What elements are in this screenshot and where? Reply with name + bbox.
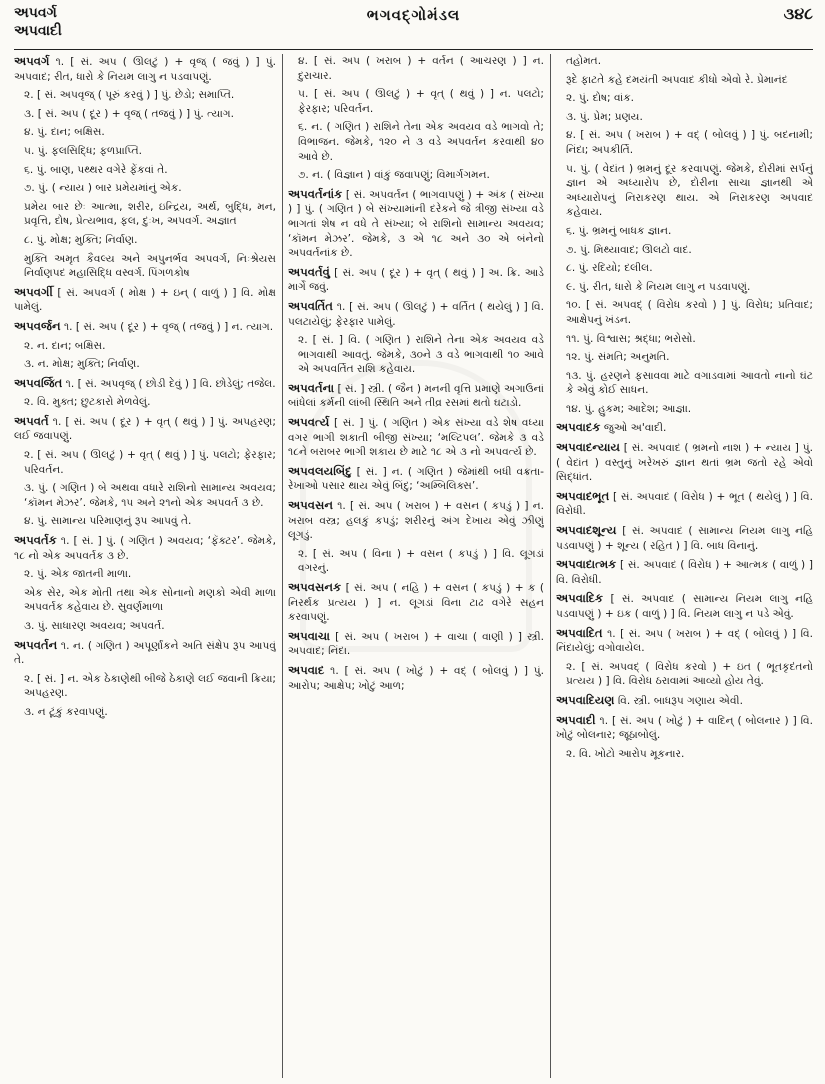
entry-sense: [14, 107, 276, 122]
entry-text: ૮. પું. મોક્ષ; મુક્તિ; નિર્વાણ.: [24, 233, 138, 246]
entry-text: [ સં. અપવાદ ( ભ્રમનો નાશ ) + ન્યાય ] પું. ( વેદાંત ) વસ્તુનું ખરેખરું જ્ઞાન થતાં ભ્રમ જતો રહે એવો સિદ્ધાંત.: [556, 442, 813, 484]
entry-text: ૭. પું. મિથ્યાવાદ; ઊલટો વાદ.: [566, 243, 692, 256]
entry-text: ૭. પું. ( ન્યાય ) બાર પ્રમેયમાંનું એક.: [24, 182, 182, 195]
dictionary-entry: [288, 187, 544, 261]
column-divider: [550, 54, 551, 1078]
entry-sense: [14, 125, 276, 140]
entry-sense: [556, 332, 813, 347]
dictionary-entry: [556, 440, 813, 485]
entry-text: ૪. પું. સામાન્ય પરિમાણનું રૂપ આપવું તે.: [24, 515, 192, 528]
entry-sense: [14, 395, 276, 410]
column-divider: [282, 54, 283, 1078]
entry-text: ૧. [ સં. અપ ( ખરાબ ) + વદ્ ( બોલવું ) ] વિ. નિંદાયેલું; વગોવાયેલ.: [556, 627, 813, 655]
entry-sense: [556, 747, 813, 762]
headword: અપવર્તિત: [288, 298, 333, 313]
dictionary-entry: [288, 498, 544, 543]
entry-sense: [14, 233, 276, 248]
dictionary-entry: [288, 299, 544, 329]
page-header: [14, 4, 813, 48]
dictionary-entry: [556, 489, 813, 519]
entry-text: ૭. ન. ( વિજ્ઞાન ) વાંકું જવાપણું; વિમાર્ગગમન.: [298, 169, 490, 182]
column-3: [556, 54, 813, 1080]
entry-text: ૧. [ સં. અપ ( દૂર ) + વૃત્ ( થવું ) ] પું. અપહરણ; લઈ જવાપણું.: [14, 415, 276, 443]
headword: અપવાદી: [556, 712, 596, 727]
entry-text: [ સં. ] ન. ( ગણિત ) જેમાંથી બધી વક્રતા-રેખાઓ પસાર થાય એવું બિંદુ; ‘અમ્બિલિક્સ’.: [288, 465, 544, 493]
entry-sense: [14, 481, 276, 510]
entry-sense: [14, 705, 276, 720]
entry-sense: [556, 54, 813, 69]
entry-text: [ સં. અપવાદ ( સામાન્ય નિયમ લાગુ નહિ પડવાપણું ) + ઇક ( વાળું ) ] વિ. નિયમ લાગુ ન પડે એવું.: [556, 593, 813, 620]
entry-text: [ સં. અપવાદ ( વિરોધ ) + આત્મક ( વાળું ) ] વિ. વિરોધી.: [556, 559, 813, 586]
headword: અપવાદાત્મક: [556, 557, 617, 572]
entry-sense: [556, 224, 813, 239]
entry-text: ૨. વિ. મુક્ત; છુટકારો મેળવેલું.: [24, 396, 151, 409]
entry-text: [ સં. ] સ્ત્રી. ( જૈન ) મનની વૃત્તિ પ્રમાણે અગાઉનાં બાંધેલાં કર્મની લાંબી સ્થિતિ અને તીવ્ર રસમાં થતો ઘટાડો.: [288, 382, 544, 410]
headword: અપવર્ગી: [14, 284, 53, 299]
entry-text: ૧. [ સં. અપ ( ખોટું ) + વાદિન્ ( બોલનાર ) ] વિ. ખોટું બોલનાર; જૂઠાબોલું.: [556, 714, 813, 742]
entry-text: ૫. [ સં. અપ ( ઊલટું ) + વૃત્ ( થવું ) ] ન. પલટો; ફેરફાર; પરિવર્તન.: [298, 88, 544, 115]
dictionary-entry: [288, 580, 544, 625]
dictionary-entry: [556, 523, 813, 553]
entry-text: ૧૩. પું. હરણને ફસાવવા માટે વગાડવામાં આવતો નાનો ઘંટ કે એવું કોઈ સાધન.: [566, 369, 813, 397]
headword: અપવસન: [288, 498, 334, 513]
headword: અપવલયબિંદુ: [288, 463, 352, 478]
column-1: [14, 54, 276, 1080]
headword: અપવાદ: [288, 662, 325, 677]
entry-sense: [14, 514, 276, 529]
entry-sense: [14, 252, 276, 281]
entry-sense: [556, 660, 813, 689]
header-rule: [14, 49, 813, 50]
dictionary-entry: [556, 420, 813, 436]
entry-text: ૧. ન. ( ગણિત ) અપૂર્ણાંકને અતિ સંક્ષેપ રૂપ આપવું તે.: [14, 639, 276, 667]
entry-sense: [14, 448, 276, 477]
entry-text: વિ. સ્ત્રી. બાધરૂપ ગણાય એવી.: [617, 694, 743, 707]
headword: અપવર્જિત: [14, 375, 63, 390]
entry-text: ૨. [ સં. અપવદ્ ( વિરોધ કરવો ) + ઇત ( ભૂતકૃદંતનો પ્રત્યય ) ] વિ. વિરોધ ઠરાવામાં આવ્યો હોય તેવું.: [566, 660, 813, 688]
entry-text: ૧. [ સં. અપવૃજ્ ( છોડી દેવું ) ] વિ. છોડેલું; તજેલ.: [65, 377, 276, 390]
dictionary-entry: [288, 464, 544, 494]
entry-sense: [556, 243, 813, 258]
dictionary-entry: [288, 381, 544, 411]
entry-text: ૪. [ સં. અપ ( ખરાબ ) + વર્તન ( આચરણ ) ] ન. દુરાચાર.: [298, 55, 544, 82]
entry-text: ૫. પું. ( વેદાંત ) ભ્રમનું દૂર કરવાપણું. જેમકે, દોરીમાં સર્પનું જ્ઞાન એ અધ્યારોપ છે, દોરીના સાચા જ્ઞાનથી એ અધ્યારોપનું નિરાકરણ થાય. એ નિરાકરણ અપવાદ કહેવાય.: [566, 162, 813, 219]
entry-sense: [288, 120, 544, 164]
entry-sense: [556, 402, 813, 417]
entry-text: ૨. [ સં. ] વિ. ( ગણિત ) રાશિને તેના એક અવયવ વડે ભાગવાથી આવતું. જેમકે, ૩૦ને ૩ વડે ભાગવાથી ૧૦ આવે એ અપવર્તિત રાશિ કહેવાય.: [298, 334, 544, 376]
headword: અપવર્ત: [14, 413, 49, 428]
dictionary-entry: [14, 376, 276, 392]
entry-sense: [14, 619, 276, 634]
headword: અપવાદિત: [556, 625, 603, 640]
page-title: ભગવદ્ગોમંડલ: [366, 6, 461, 24]
dictionary-entry: [556, 626, 813, 656]
headword: અપવર્તવું: [288, 264, 330, 279]
dictionary-entry: [556, 557, 813, 587]
entry-text: [ સં. અપ ( ખરાબ ) + વાચા ( વાણી ) ] સ્ત્રી. અપવાદ; નિંદા.: [288, 630, 544, 658]
entry-text: ૩. પું. ( ગણિત ) બે અથવા વધારે રાશિનો સામાન્ય અવયવ; ‘કૉમન મેઝર’. જેમકે, ૧૫ અને ૨૧નો એક અપવર્ત ૩ છે.: [24, 482, 276, 509]
entry-text: [ સં. ] પું. ( ગણિત ) એક સંખ્યા વડે શેષ વધ્યા વગર ભાગી શકાતી બીજી સંખ્યા; ‘મલ્ટિપલ’. જેમકે ૩ વડે ૧૮ને બરાબર ભાગી શકાય છે માટે ૧૮ એ ૩ નો અપવર્ત્ય છે.: [288, 417, 544, 459]
entry-sense: [14, 200, 276, 229]
guide-word-first: અપવર્ગ: [14, 5, 57, 21]
entry-sense: [14, 672, 276, 701]
entry-text: ૯. પું. રીત, ધારો કે નિયમ લાગુ ન પડવાપણું.: [566, 280, 751, 293]
entry-sense: [556, 298, 813, 327]
entry-text: [ સં. અપવાદ ( વિરોધ ) + ભૂત ( થયેલું ) ] વિ. વિરોધી.: [556, 490, 813, 518]
entry-text: ૧. [ સં. અપ ( ઊલટું ) + વૃજ્ ( જવું ) ] પું. અપવાદ; રીત, ધારો કે નિયમ લાગુ ન પડવાપણું.: [14, 56, 276, 83]
entry-text: [ સં. અપવર્તન ( ભાગવાપણું ) + અંક ( સંખ્યા ) ] પું. ( ગણિત ) બે સંખ્યામાંની દરેકને જે ત્રીજી સંખ્યા વડે ભાગતાં શેષ ન વધે તે સંખ્યા; બે રાશિનો સામાન્ય અવયવ; ‘કૉમન મેઝર’. જેમકે, ૩ એ ૧૮ અને ૩૦ એ બંનેનો અપવર્તનાંક છે.: [288, 188, 544, 260]
entry-sense: [556, 91, 813, 106]
entry-sense: [288, 168, 544, 183]
entry-sense: [556, 128, 813, 157]
entry-text: ૬. પું. બાણ, પથ્થર વગેરે ફેંકવાં તે.: [24, 163, 168, 176]
entry-sense: [14, 339, 276, 354]
entry-sense: [288, 333, 544, 377]
headword: અપવાદન્યાય: [556, 440, 620, 455]
entry-text: [ સં. અપ ( દૂર ) + વૃત્ ( થવું ) ] અ. ક્રિ. આડે માર્ગે જવું.: [288, 266, 544, 294]
entry-text: ૩. [ સં. અપ ( દૂર ) + વૃજ્ ( તજવું ) ] પું. ત્યાગ.: [24, 107, 234, 120]
entry-text: મુક્તિ અમૃત કૈવલ્ય અને અપુનર્ભવ અપવર્ગ, નિઃશ્રેયસ નિર્વાણપદ મહાસિદ્ધિ વસ્વર્ગ. પિંગળકોષ: [24, 252, 276, 280]
entry-text: પ્રમેય બાર છેઃ આત્મા, શરીર, ઇન્દ્રિય, અર્થ, બુદ્ધિ, મન, પ્રવૃત્તિ, દોષ, પ્રેત્યભાવ, ફલ, દુઃખ, અપવર્ગ. અજ્ઞાત: [24, 200, 276, 228]
dictionary-entry: [556, 591, 813, 621]
entry-text: [ સં. અપવર્ગ ( મોક્ષ ) + ઇન્ ( વાળું ) ] વિ. મોક્ષ પામેલું.: [14, 286, 276, 314]
headword: અપવર્તન: [14, 637, 58, 652]
dictionary-entry: [288, 629, 544, 659]
entry-sense: [556, 73, 813, 88]
dictionary-entry: [14, 533, 276, 563]
entry-sense: [288, 87, 544, 116]
entry-text: ૧૧. પું. વિશ્વાસ; શ્રદ્ધા; ભરોસો.: [566, 332, 696, 345]
entry-text: એક સેર, એક મોતી તથા એક સોનાનો મણકો એવી માળા અપવર્તક કહેવાય છે. સુવર્ણમાળા: [24, 586, 276, 614]
entry-text: રૂદે ફાટતે કહે દમયંતી અપવાદ કીધો એવો રે. પ્રેમાનંદ: [566, 73, 788, 86]
entry-sense: [14, 163, 276, 178]
headword: અપવર્ત્ય: [288, 415, 330, 430]
entry-text: ૨. [ સં. અપવૃજ્ ( પૂરું કરવું ) ] પું. છેડો; સમાપ્તિ.: [24, 89, 235, 102]
entry-text: ૨. પું. એક જાતની માળા.: [24, 568, 132, 581]
entry-sense: [14, 586, 276, 615]
entry-text: ૨. [ સં. ] ન. એક ઠેકાણેથી બીજે ઠેકાણે લઈ જવાની ક્રિયા; અપહરણ.: [24, 672, 276, 700]
entry-text: ૧૪. પું. હુકમ; આદેશ; આજ્ઞા.: [566, 402, 692, 415]
headword: અપવાચા: [288, 628, 330, 643]
headword: અપવાદશૂન્ય: [556, 523, 617, 538]
entry-text: ૨. પું. દોષ; વાંક.: [566, 92, 635, 105]
dictionary-entry: [14, 285, 276, 315]
entry-sense: [14, 144, 276, 159]
headword: અપવર્તનાંક: [288, 186, 343, 201]
entry-text: ૩. પું. પ્રેમ; પ્રણય.: [566, 110, 643, 123]
entry-text: ૨. ન. દાન; બક્ષિસ.: [24, 339, 106, 352]
entry-sense: [556, 350, 813, 365]
dictionary-entry: [556, 693, 813, 709]
entry-sense: [556, 110, 813, 125]
entry-text: ૧૨. પું. સંમતિ; અનુમતિ.: [566, 351, 670, 364]
entry-text: ૪. પું. દાન; બક્ષિસ.: [24, 126, 105, 139]
entry-text: ૬. પું. ભ્રમનું બાધક જ્ઞાન.: [566, 224, 672, 237]
entry-sense: [556, 280, 813, 295]
entry-text: [ સં. અપવાદ ( સામાન્ય નિયમ લાગુ નહિ પડવાપણું ) + શૂન્ય ( રહિત ) ] વિ. બાધ વિનાનું.: [556, 525, 813, 552]
entry-text: ૧. [ સં. અપ ( ખરાબ ) + વસન ( કપડું ) ] ન. ખરાબ વસ્ત્ર; હલકું કપડું; શરીરનું અંગ દેખાય એવું ઝીણું લૂગડું.: [288, 500, 544, 542]
headword: અપવર્ગ: [14, 54, 50, 68]
entry-sense: [14, 357, 276, 372]
entry-text: ૫. પું. ફલસિદ્ધિ; ફળપ્રાપ્તિ.: [24, 144, 142, 157]
dictionary-entry: [14, 638, 276, 668]
entry-text: ૧. [ સં. અપ ( દૂર ) + વૃજ્ ( તજવું ) ] ન. ત્યાગ.: [63, 320, 274, 333]
headword: અપવાદક: [556, 420, 601, 435]
entry-text: ૩. ન ટૂંકું કરવાપણું.: [24, 705, 108, 718]
entry-text: [ સં. અપ ( નહિ ) + વસન ( કપડું ) + ક ( નિરર્થક પ્રત્યય ) ] ન. લૂગડાં વિના ટાઢ વગેરે સહન કરવાપણું.: [288, 582, 544, 624]
entry-sense: [556, 261, 813, 276]
entry-sense: [556, 162, 813, 220]
entry-text: ૨. વિ. ખોટો આરોપ મૂકનાર.: [566, 747, 685, 760]
headword: અપવર્તક: [14, 533, 57, 548]
guide-word-last: અપવાદી: [14, 23, 62, 39]
entry-sense: [556, 369, 813, 398]
entry-sense: [288, 54, 544, 83]
column-2: [288, 54, 544, 1080]
dictionary-entry: [14, 54, 276, 84]
dictionary-entry: [288, 415, 544, 460]
entry-sense: [14, 88, 276, 103]
page-number: ૩૪૮: [783, 4, 813, 23]
headword: અપવાદિયણ: [556, 692, 615, 707]
headword: અપવર્જન: [14, 318, 61, 333]
dictionary-entry: [288, 663, 544, 693]
dictionary-entry: [14, 414, 276, 444]
headword: અપવર્તના: [288, 380, 335, 395]
entry-text: ૮. પું. રદિયો; દલીલ.: [566, 262, 653, 275]
entry-text: ૨. [ સં. અપ ( ઊલટું ) + વૃત્ ( થવું ) ] પું. પલટો; ફેરફાર; પરિવર્તન.: [24, 449, 276, 476]
entry-sense: [14, 567, 276, 582]
entry-sense: [14, 181, 276, 196]
entry-text: ૩. ન. મોક્ષ; મુક્તિ; નિર્વાણ.: [24, 358, 140, 371]
entry-text: ૧. [ સં. અપ ( ઊલટું ) + વર્તિત ( થયેલું ) ] વિ. પલટાયેલું; ફેરફાર પામેલું.: [288, 300, 544, 328]
entry-text: ૨. [ સં. અપ ( વિના ) + વસન ( કપડું ) ] વિ. લૂગડાં વગરનું.: [298, 547, 544, 575]
entry-text: તહોમત.: [566, 55, 602, 67]
entry-text: જુઓ અ'વાદી.: [603, 422, 667, 435]
entry-text: ૧૦. [ સં. અપવદ્ ( વિરોધ કરવો ) ] પું. વિરોધ; પ્રતિવાદ; આક્ષેપનું ખંડન.: [566, 299, 813, 326]
dictionary-entry: [556, 713, 813, 743]
dictionary-entry: [288, 265, 544, 295]
headword: અપવસનક: [288, 580, 342, 594]
entry-text: ૪. [ સં. અપ ( ખરાબ ) + વદ્ ( બોલવું ) ] પું. બદનામી; નિંદા; અપકીર્તિ.: [566, 129, 813, 156]
entry-text: ૬. ન. ( ગણિત ) રાશિને તેના એક અવયવ વડે ભાગવો તે; વિભાજન. જેમકે, ૧૨૦ ને ૩ વડે અપવર્તન કરવાથી ૪૦ આવે છે.: [298, 121, 544, 163]
entry-text: ૩. પું. સાધારણ અવયવ; અપવર્ત.: [24, 620, 165, 632]
entry-sense: [288, 547, 544, 576]
entry-text: ૧. [ સં. ] પું. ( ગણિત ) અવયવ; ‘ફૅક્ટર’. જેમકે, ૧૮ નો એક અપવર્તક ૩ છે.: [14, 535, 276, 562]
entry-text: ૧. [ સં. અપ ( ખોટું ) + વદ્ ( બોલવું ) ] પું. આરોપ; આક્ષેપ; ખોટું આળ;: [288, 664, 544, 692]
dictionary-entry: [14, 319, 276, 335]
headword: અપવાદિક: [556, 591, 604, 606]
headword: અપવાદભૂત: [556, 488, 610, 503]
